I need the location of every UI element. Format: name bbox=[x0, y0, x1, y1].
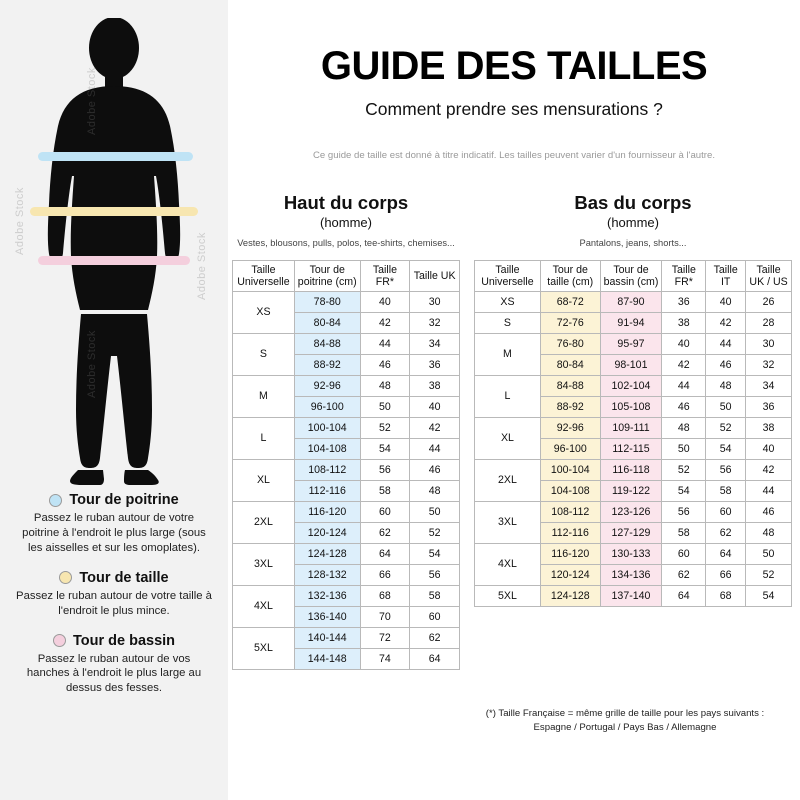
table-cell: 52 bbox=[662, 459, 706, 480]
table-cell: 64 bbox=[662, 585, 706, 606]
upper-body-size-table bbox=[232, 260, 460, 670]
table-cell: 56 bbox=[706, 459, 746, 480]
table-cell: 84-88 bbox=[540, 375, 600, 396]
table-cell: 36 bbox=[746, 396, 792, 417]
table-cell: 137-140 bbox=[600, 585, 662, 606]
table-cell: 36 bbox=[662, 291, 706, 312]
column-header: Tour de poitrine (cm) bbox=[294, 260, 360, 291]
table-row bbox=[475, 501, 792, 522]
table-cell: 112-116 bbox=[540, 522, 600, 543]
table-cell: 104-108 bbox=[540, 480, 600, 501]
table-cell: 91-94 bbox=[600, 312, 662, 333]
table-subtitle: (homme) bbox=[319, 215, 372, 230]
table-cell: 28 bbox=[746, 312, 792, 333]
table-cell: 42 bbox=[662, 354, 706, 375]
page-title: GUIDE DES TAILLES bbox=[320, 44, 708, 88]
footnote: (*) Taille Française = même grille de taille pour les pays suivants : Espagne / Portugal / Pays Bas / Allemagne bbox=[485, 708, 765, 733]
table-note: Pantalons, jeans, shorts... bbox=[579, 238, 687, 248]
table-cell: 64 bbox=[360, 543, 410, 564]
table-cell: 26 bbox=[746, 291, 792, 312]
size-label-cell: 4XL bbox=[233, 585, 295, 627]
size-label-cell: S bbox=[475, 312, 541, 333]
table-row bbox=[475, 585, 792, 606]
table-cell: 72 bbox=[360, 627, 410, 648]
body-figure bbox=[0, 0, 228, 500]
legend-title: Tour de poitrine bbox=[69, 492, 179, 508]
table-cell: 42 bbox=[746, 459, 792, 480]
column-header: Tour de taille (cm) bbox=[540, 260, 600, 291]
table-row bbox=[475, 312, 792, 333]
table-row bbox=[233, 459, 460, 480]
table-cell: 62 bbox=[410, 627, 460, 648]
table-cell: 40 bbox=[746, 438, 792, 459]
table-cell: 62 bbox=[662, 564, 706, 585]
table-cell: 48 bbox=[746, 522, 792, 543]
column-header: Taille UK / US bbox=[746, 260, 792, 291]
table-cell: 50 bbox=[410, 501, 460, 522]
table-cell: 34 bbox=[410, 333, 460, 354]
size-label-cell: 3XL bbox=[233, 543, 295, 585]
table-cell: 102-104 bbox=[600, 375, 662, 396]
table-cell: 54 bbox=[360, 438, 410, 459]
table-cell: 52 bbox=[410, 522, 460, 543]
table-cell: 40 bbox=[662, 333, 706, 354]
size-label-cell: XS bbox=[233, 291, 295, 333]
table-cell: 62 bbox=[360, 522, 410, 543]
table-cell: 116-120 bbox=[540, 543, 600, 564]
hip-color-dot-icon bbox=[53, 634, 66, 647]
table-row bbox=[475, 291, 792, 312]
table-cell: 44 bbox=[662, 375, 706, 396]
column-header: Taille Universelle bbox=[233, 260, 295, 291]
table-cell: 120-124 bbox=[540, 564, 600, 585]
size-label-cell: 5XL bbox=[233, 627, 295, 669]
table-cell: 46 bbox=[410, 459, 460, 480]
size-label-cell: 2XL bbox=[475, 459, 541, 501]
table-cell: 124-128 bbox=[540, 585, 600, 606]
lower-body-size-table bbox=[474, 260, 792, 607]
table-cell: 60 bbox=[410, 606, 460, 627]
chest-color-dot-icon bbox=[49, 494, 62, 507]
table-cell: 136-140 bbox=[294, 606, 360, 627]
column-header: Taille IT bbox=[706, 260, 746, 291]
table-cell: 100-104 bbox=[294, 417, 360, 438]
table-row bbox=[475, 375, 792, 396]
table-cell: 42 bbox=[360, 312, 410, 333]
table-row bbox=[233, 501, 460, 522]
table-cell: 56 bbox=[662, 501, 706, 522]
table-cell: 92-96 bbox=[294, 375, 360, 396]
table-cell: 140-144 bbox=[294, 627, 360, 648]
table-row bbox=[233, 417, 460, 438]
table-cell: 87-90 bbox=[600, 291, 662, 312]
male-silhouette-icon bbox=[24, 18, 204, 488]
table-row bbox=[233, 585, 460, 606]
table-cell: 96-100 bbox=[294, 396, 360, 417]
table-cell: 108-112 bbox=[294, 459, 360, 480]
table-cell: 46 bbox=[746, 501, 792, 522]
table-cell: 108-112 bbox=[540, 501, 600, 522]
table-cell: 32 bbox=[746, 354, 792, 375]
table-cell: 50 bbox=[662, 438, 706, 459]
table-cell: 66 bbox=[360, 564, 410, 585]
table-cell: 116-118 bbox=[600, 459, 662, 480]
table-row bbox=[475, 417, 792, 438]
table-cell: 38 bbox=[662, 312, 706, 333]
table-cell: 34 bbox=[746, 375, 792, 396]
legend-title: Tour de taille bbox=[79, 569, 169, 586]
table-cell: 30 bbox=[410, 291, 460, 312]
table-cell: 40 bbox=[706, 291, 746, 312]
legend-description: Passez le ruban autour de votre poitrine à l'endroit le plus large (sous les aisselles et sur les omoplates). bbox=[22, 512, 206, 554]
table-cell: 104-108 bbox=[294, 438, 360, 459]
table-cell: 100-104 bbox=[540, 459, 600, 480]
table-header-row bbox=[233, 260, 460, 291]
table-cell: 52 bbox=[360, 417, 410, 438]
table-cell: 50 bbox=[360, 396, 410, 417]
table-cell: 40 bbox=[360, 291, 410, 312]
table-cell: 46 bbox=[662, 396, 706, 417]
disclaimer-text: Ce guide de taille est donné à titre indicatif. Les tailles peuvent varier d'un fournisseur à l'autre. bbox=[312, 150, 716, 161]
table-cell: 48 bbox=[410, 480, 460, 501]
legend-item-hip bbox=[10, 633, 218, 697]
size-label-cell: XS bbox=[475, 291, 541, 312]
table-cell: 132-136 bbox=[294, 585, 360, 606]
size-label-cell: L bbox=[475, 375, 541, 417]
size-label-cell: L bbox=[233, 417, 295, 459]
legend-title: Tour de bassin bbox=[72, 632, 176, 649]
watermark: Adobe Stock bbox=[86, 67, 98, 135]
table-title: Bas du corps bbox=[574, 192, 692, 213]
table-cell: 60 bbox=[360, 501, 410, 522]
table-cell: 128-132 bbox=[294, 564, 360, 585]
size-label-cell: XL bbox=[475, 417, 541, 459]
chest-measure-band bbox=[38, 152, 193, 161]
table-cell: 84-88 bbox=[294, 333, 360, 354]
table-cell: 127-129 bbox=[600, 522, 662, 543]
table-cell: 50 bbox=[746, 543, 792, 564]
table-cell: 56 bbox=[410, 564, 460, 585]
table-cell: 58 bbox=[662, 522, 706, 543]
table-cell: 112-116 bbox=[294, 480, 360, 501]
table-cell: 32 bbox=[410, 312, 460, 333]
table-cell: 42 bbox=[706, 312, 746, 333]
table-cell: 44 bbox=[706, 333, 746, 354]
column-header: Tour de bassin (cm) bbox=[600, 260, 662, 291]
table-cell: 38 bbox=[410, 375, 460, 396]
table-cell: 44 bbox=[410, 438, 460, 459]
table-cell: 92-96 bbox=[540, 417, 600, 438]
left-panel bbox=[0, 0, 228, 800]
table-cell: 76-80 bbox=[540, 333, 600, 354]
size-label-cell: 3XL bbox=[475, 501, 541, 543]
size-label-cell: M bbox=[475, 333, 541, 375]
table-cell: 88-92 bbox=[540, 396, 600, 417]
page-subtitle: Comment prendre ses mensurations ? bbox=[365, 99, 663, 119]
table-cell: 105-108 bbox=[600, 396, 662, 417]
table-cell: 58 bbox=[360, 480, 410, 501]
table-cell: 72-76 bbox=[540, 312, 600, 333]
legend-description: Passez le ruban autour de votre taille à l'endroit le plus mince. bbox=[16, 589, 212, 617]
upper-body-table-block bbox=[232, 192, 460, 670]
watermark: Adobe Stock bbox=[14, 187, 26, 255]
table-cell: 80-84 bbox=[294, 312, 360, 333]
table-cell: 116-120 bbox=[294, 501, 360, 522]
table-cell: 95-97 bbox=[600, 333, 662, 354]
table-cell: 30 bbox=[746, 333, 792, 354]
legend-item-waist bbox=[10, 570, 218, 619]
table-cell: 54 bbox=[706, 438, 746, 459]
table-cell: 96-100 bbox=[540, 438, 600, 459]
table-row bbox=[233, 333, 460, 354]
size-label-cell: XL bbox=[233, 459, 295, 501]
table-cell: 60 bbox=[706, 501, 746, 522]
table-cell: 52 bbox=[706, 417, 746, 438]
table-cell: 50 bbox=[706, 396, 746, 417]
table-cell: 123-126 bbox=[600, 501, 662, 522]
watermark: Adobe Stock bbox=[86, 330, 98, 398]
size-label-cell: 4XL bbox=[475, 543, 541, 585]
table-cell: 130-133 bbox=[600, 543, 662, 564]
table-cell: 54 bbox=[662, 480, 706, 501]
table-cell: 64 bbox=[706, 543, 746, 564]
table-subtitle: (homme) bbox=[606, 215, 659, 230]
table-cell: 48 bbox=[360, 375, 410, 396]
table-cell: 36 bbox=[410, 354, 460, 375]
table-row bbox=[475, 333, 792, 354]
size-tables bbox=[232, 192, 792, 670]
table-cell: 44 bbox=[360, 333, 410, 354]
table-cell: 62 bbox=[706, 522, 746, 543]
table-cell: 68 bbox=[706, 585, 746, 606]
size-label-cell: 5XL bbox=[475, 585, 541, 606]
table-cell: 109-111 bbox=[600, 417, 662, 438]
size-label-cell: M bbox=[233, 375, 295, 417]
column-header: Taille FR* bbox=[360, 260, 410, 291]
table-cell: 144-148 bbox=[294, 648, 360, 669]
table-cell: 48 bbox=[706, 375, 746, 396]
measurement-legend bbox=[0, 492, 228, 710]
table-row bbox=[233, 627, 460, 648]
legend-description: Passez le ruban autour de vos hanches à l'endroit le plus large au dessus des fesses. bbox=[26, 652, 202, 695]
table-cell: 46 bbox=[706, 354, 746, 375]
size-label-cell: S bbox=[233, 333, 295, 375]
table-cell: 70 bbox=[360, 606, 410, 627]
table-cell: 68-72 bbox=[540, 291, 600, 312]
table-cell: 80-84 bbox=[540, 354, 600, 375]
table-cell: 66 bbox=[706, 564, 746, 585]
table-cell: 56 bbox=[360, 459, 410, 480]
table-cell: 42 bbox=[410, 417, 460, 438]
table-cell: 64 bbox=[410, 648, 460, 669]
header bbox=[228, 0, 800, 161]
table-cell: 48 bbox=[662, 417, 706, 438]
table-cell: 78-80 bbox=[294, 291, 360, 312]
column-header: Taille UK bbox=[410, 260, 460, 291]
hip-measure-band bbox=[38, 256, 190, 265]
table-header-row bbox=[475, 260, 792, 291]
table-cell: 119-122 bbox=[600, 480, 662, 501]
table-cell: 58 bbox=[706, 480, 746, 501]
table-row bbox=[233, 375, 460, 396]
table-cell: 54 bbox=[746, 585, 792, 606]
table-cell: 120-124 bbox=[294, 522, 360, 543]
table-cell: 58 bbox=[410, 585, 460, 606]
table-row bbox=[475, 459, 792, 480]
table-cell: 124-128 bbox=[294, 543, 360, 564]
table-cell: 60 bbox=[662, 543, 706, 564]
lower-body-table-block bbox=[474, 192, 792, 670]
table-note: Vestes, blousons, pulls, polos, tee-shirts, chemises... bbox=[237, 238, 455, 248]
legend-item-chest bbox=[10, 492, 218, 556]
table-cell: 40 bbox=[410, 396, 460, 417]
waist-measure-band bbox=[30, 207, 198, 216]
size-label-cell: 2XL bbox=[233, 501, 295, 543]
table-cell: 74 bbox=[360, 648, 410, 669]
table-row bbox=[233, 543, 460, 564]
table-cell: 44 bbox=[746, 480, 792, 501]
column-header: Taille FR* bbox=[662, 260, 706, 291]
table-cell: 98-101 bbox=[600, 354, 662, 375]
table-cell: 68 bbox=[360, 585, 410, 606]
table-cell: 38 bbox=[746, 417, 792, 438]
column-header: Taille Universelle bbox=[475, 260, 541, 291]
table-cell: 112-115 bbox=[600, 438, 662, 459]
watermark: Adobe Stock bbox=[196, 232, 208, 300]
table-cell: 46 bbox=[360, 354, 410, 375]
table-cell: 134-136 bbox=[600, 564, 662, 585]
table-title: Haut du corps bbox=[283, 192, 409, 213]
waist-color-dot-icon bbox=[59, 571, 72, 584]
table-cell: 54 bbox=[410, 543, 460, 564]
table-row bbox=[475, 543, 792, 564]
table-cell: 88-92 bbox=[294, 354, 360, 375]
table-row bbox=[233, 291, 460, 312]
table-cell: 52 bbox=[746, 564, 792, 585]
